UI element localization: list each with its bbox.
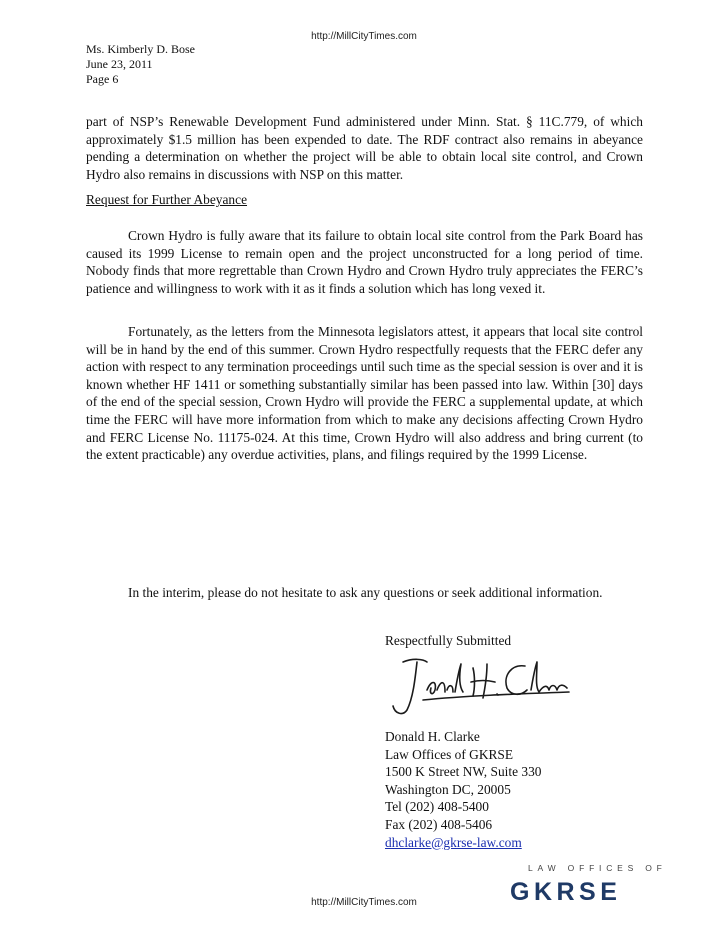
paragraph-1: part of NSP’s Renewable Development Fund administered under Minn. Stat. § 11C.779, of which approximately $1.5 million has been expended to date. The RDF contract also remains in abeyance pending a determination on whether the project will be able to obtain local site control, and Crown Hydro also remains in discussions with NSP on this matter. xyxy=(86,114,643,182)
address-line-2: Washington DC, 20005 xyxy=(385,781,511,797)
paragraph-2: Crown Hydro is fully aware that its failure to obtain local site control from the Park Board has caused its 1999 License to remain open and the project unconstructed for a long period of time. Nobody finds that more regrettable than Crown Hydro and Crown Hydro truly appreciates the FERC’s patience and willingness to work with it as it finds a solution which has long vexed it. xyxy=(86,228,643,296)
email-link[interactable]: dhclarke@gkrse-law.com xyxy=(385,834,522,850)
signer-name: Donald H. Clarke xyxy=(385,729,480,744)
closing-sentence: In the interim, please do not hesitate to ask any questions or seek additional information. xyxy=(128,585,603,600)
page-number: Page 6 xyxy=(86,72,119,86)
recipient-line: Ms. Kimberly D. Bose xyxy=(86,42,195,56)
signature-details xyxy=(385,728,541,851)
header-url: http://MillCityTimes.com xyxy=(311,31,417,42)
salutation: Respectfully Submitted xyxy=(385,633,512,648)
letter-header xyxy=(86,42,195,87)
handwritten-signature xyxy=(383,650,573,720)
address-line-1: 1500 K Street NW, Suite 330 xyxy=(385,764,542,780)
date-line: June 23, 2011 xyxy=(86,57,153,71)
footer-url: http://MillCityTimes.com xyxy=(311,897,417,908)
firm-name: Law Offices of GKRSE xyxy=(385,746,514,762)
section-heading: Request for Further Abeyance xyxy=(86,192,248,207)
firm-logo: GKRSE xyxy=(510,878,622,906)
logo-tagline: LAW OFFICES OF xyxy=(528,863,667,873)
fax: Fax (202) 408-5406 xyxy=(385,816,493,832)
paragraph-3: Fortunately, as the letters from the Minnesota legislators attest, it appears that local site control will be in hand by the end of this summer. Crown Hydro respectfully requests that the FERC defer any action with respect to any termination proceedings until such time as the special session is over and it is known whether HF 1411 or something substantially similar has been passed into law. Within [30] days of the end of the special session, Crown Hydro will provide the FERC a supplemental update, at which time the FERC will have more information from which to make any decisions affecting Crown Hydro and FERC License No. 11175-024. At this time, Crown Hydro will also address and bring current (to the extent practicable) any overdue activities, plans, and filings required by the 1999 License. xyxy=(86,324,643,463)
telephone: Tel (202) 408-5400 xyxy=(385,799,489,815)
